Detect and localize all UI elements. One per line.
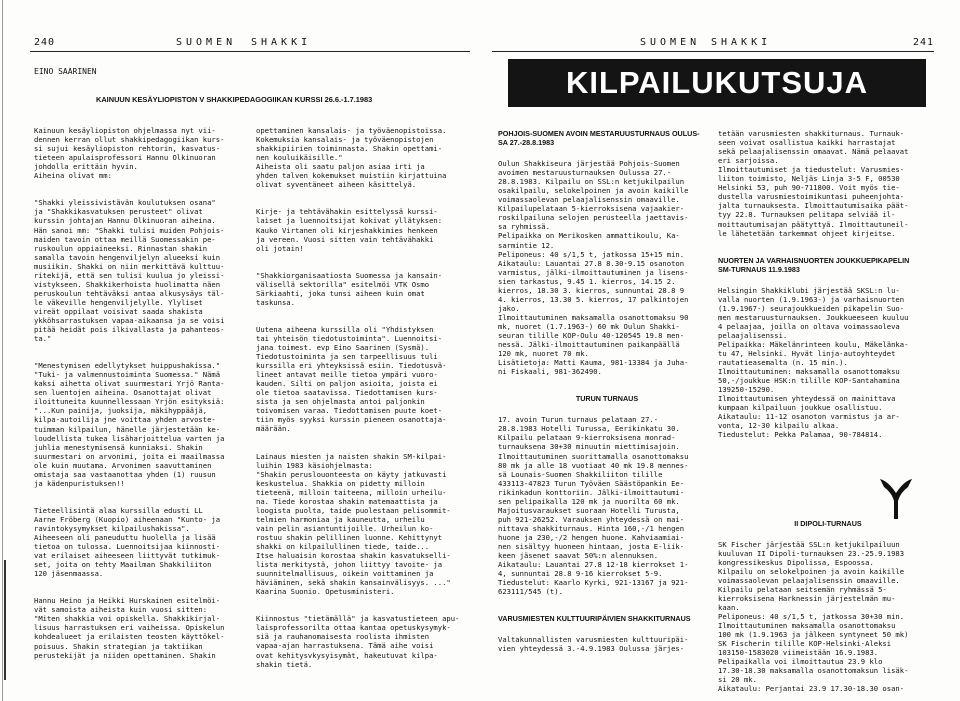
article-column-1 — [34, 117, 256, 701]
paragraph: Oulun Shakkiseura järjestää Pohjois-Suomen avoimen mestaruusturnauksen Oulussa 27.- 28.8.1983. Kilpailu on SSL:n ketjukilpailun osakilpailu, selokelpoinen ja avoin kaikille voimassaolevan pelaajalisenssin omaaville. Kilpailupelataan 5-kierroksisena vajaakier- roskilpailuna selojen perusteella jaettavis- sa ryhmissä. Pelipaikka on Merikosken ammattikoulu, Ka- sarmintie 12. Peliponeus: 40 s/1,5 t, jatkossa 15+15 min. Aikataulu: Lauantai 27.8 8.30-9.15 osanoton varmistus, jälki-ilmoittautuminen ja lisens- sien tarkastus, 9.45 1. kierros, 14.15 2. kierros, 18.30 3. kierros, sunnuntai 28.8 9 4. kierros, 13.30 5. kierros, 17 palkintojen jako. Ilmoittautuminen maksamalla osanottomaksu 90 mk, nuoret (1.7.1963-) 60 mk Oulun Shakki- seuran tilille KOP-Oulu 40-120545 19.8 men- nessä. Jälki-ilmoittautuminen paikanpäällä 120 mk, nuoret 70 mk. Lisätietoja: Matti Kauma, 981-13384 ja Juha- ni Fiskaali, 981-362490. — [498, 159, 689, 377]
paragraph: Lainaus miesten ja naisten shakin SM-kilpai- luihin 1983 käsiohjelmasta: "Shakin peruslouonteesta on käyty jatkuvasti keskustelua. Shakkia on pidetty milloin tieteenä, milloin taiteena, milloin urheilu- na. Tiede korostaa shakin matemaattista ja loogista puolta, taide puolestaan pelisommit- telmien harmoniaa ja kauneutta, urheilu vain pelin asiantuntijoille. Urheilun ko- rostuu shakin pelillinen luonne. Kehittynyt shakki on kilpailullinen tiede, taide... Itse haluaisin korostaa shakin kasvatukselli- lista merkitystä, johon liittyy tavoite- ja suunnitelmallisuus, oikein voittaminen ja häviäminen, sekä shakin kansainvälisyys. ..." Kaarina Suonio. Opetusministeri. — [256, 451, 451, 597]
chess-federation-emblem-icon — [876, 475, 916, 523]
paragraph: "Shakki yleissivistävän koulutuksen osana" ja "Shakkikasvatuksen perusteet" olivat kurssin johtajan Hannu Olkinuoran aiheina. Hän sanoi mm: "Shakki tulisi muiden Pohjois- maiden tavoin ottaa meillä Suomessakin pe- ruskoulun oppiaineeksi. Rinnastan shakin samalla tavoin hengenviljelyn alueeksi kuin musiikin. Shakki on niin merkittävä kulttuu- ritekijä, että sen tulisi kuulua jo yleissi- vistykseen. Shakkikerhoista huolimatta näen peruskoulun tehtäväksi antaa alkusysäys täl- le väkeville hengenviljelylle. Ylyliset vireät oppilaat voisivat saada shakista ykköhsarrastuksen vapaa-aikaansa ja se voisi pitää heidät pois ilkivallasta ja pahanteos- ta." — [34, 198, 225, 344]
paragraph: "Shakkiorganisaatiosta Suomessa ja kansain- välisellä sektorilla" esitelmöi VTK Osmo Särkiaahti, joka tunsi aiheen kuin omat taskunsa. — [256, 270, 443, 307]
paragraph: Uutena aiheena kurssilla oli "Yhdistyksen tai yhteisön tiedotustoiminta". Luennoitsi- jana toimest. evp Eino Saarinen (Sysmä). Tiedotustoiminta ja sen tarpeellisuus tuli kurssilla eri yhteyksissä esiin. Tiedotusvä- lineet antavat meille tietoa ympäri vuoro- kauden. Silti on paljon asioita, joista ei ole tietoa saatavissa. Tiedottamisen kurs- sista ja sen ohjelmasta antoi paljonkin toivomisen varaa. Tiedottamisen puute koet- tiin myös syyksi kurssin pieneen osanottaja- määrään. — [256, 324, 447, 434]
section-heading: POHJOIS-SUOMEN AVOIN MESTARUUSTURNAUS OULUS- SA 27.-28.8.1983 — [498, 129, 700, 148]
section-heading: II DIPOLI-TURNAUS — [794, 518, 862, 528]
section-heading: NUORTEN JA VARHAISNUORTEN JOUKKUEPIKAPELIN SM-TURNAUS 11.9.1983 — [718, 255, 910, 274]
paragraph: "Menestymisen edellytykset huippushakissa." "Tuki- ja valmennustoiminta Suomessa." Nämä kaksi aihetta olivat suurmestari Yrjö Ranta- sen luentojen aiheina. Osanottajat olivat iloittuneita kuunnellessaan Yrjön esityksiä: "...Kun painija, juoksija, mäkihyppääjä, kilpa-autoilija jne voittaa yhden arvoste- tuimman kilpailun, hänelle järjestetään ke- loudellista tukea lisäharjoittelua varten ja juhlia menestymisensä kunniaksi. Shakin suurmestari on arvonimi, joita ei maailmassa ole kuin muutama. Arvonimen saavuttaminen omistaja saa vastaanottaa yhden (1) ruusun ja kädenpuristuksen!! — [34, 361, 225, 488]
paragraph: opettaminen kansalais- ja työväenopistoissa. Kokemuksia kansalais- ja työväenopistojen shakkipiirien toiminnasta. Shakin opettami- nen kouluikäisille." Aiheista oli saatu paljon asiaa irti ja yhden talven kokemukset muistiin kirjattuina olivat syventäneet aiheen käsittelyä. — [256, 126, 447, 190]
right-running-head-shakki: SHAKKI — [711, 37, 772, 48]
right-page-number: 241 — [913, 37, 935, 48]
kilpailukutsuja-banner: KILPAILUKUTSUJA — [508, 59, 926, 107]
invitations-column-2 — [718, 120, 938, 701]
scan-edge-mark — [2, 0, 3, 701]
header-rule-right — [492, 51, 934, 52]
header-rule-left — [30, 51, 470, 52]
paragraph: Helsingin Shakkiklubi järjestää SKSL:n lu- valla nuorten (1.9.1963-) ja varhaisnuorten (1.9.1967-) seurajoukkueiden pikapelin Suo- men mestaruusturnauksen. Joukkueeseen kuuluu 4 pelaajaa, joilla on oltava voimassaoleva pelaajalisenssi. Pelipaikka: Mäkelänrinteen koulu, Mäkelänka- tu 47, Helsinki. Hyvät linja-autoyhteydet rautatieasemalta (n. 15 min.). Ilmoittautuminen: maksamalla osanottomaksu 50,-/joukkue HSK:n tilille KOP-Santahamina 139250-15290. Ilmoittautumisen yhteydessä on mainittava kumpaan kilpailuun joukkue osallistuu. Aikataulu: 11-12 osanoton varmistus ja ar- vonta, 12-30 kilpailu alkaa. Tiedustelut: Pekka Palamaa, 90-784814. — [718, 285, 909, 440]
left-running-head-shakki: SHAKKI — [251, 37, 312, 48]
article-column-2 — [256, 117, 474, 701]
article-author: EINO SAARINEN — [34, 67, 97, 76]
paragraph: Kirje- ja tehtävähakin esittelyssä kurssi- laiset ja luennoitsijat kokivat yllätyksen: Kauko Virtanen oli kirjeshakkimies henkeen ja vereen. Vuosi sitten vain tehtävähakki oli jotain! — [256, 207, 443, 253]
paragraph: tetään varusmiesten shakkiturnaus. Turnauk- seen voivat osallistua kaikki harrastajat sekä pelaajalisenssin omaavat. Nämä pelaavat eri sarjoissa. Ilmoittautumiset ja tiedustelut: Varusmies- liiton toimisto, Neljäs Linja 3-5 F, 00530 Helsinki 53, puh 90-711800. Voit myös tie- dustella varusmiestoimikuntasi puheenjohta- jalta turnauksesta. Ilmoittautumisaika päät- tyy 22.8. Turnauksen pelitapa selviää il- moittautumisajan päätyttyä. Ilmoittautuneil- le lähetetään tarkemmat ohjeet kirjeitse. — [718, 129, 909, 238]
paragraph: 17. avoin Turun turnaus pelataan 27.- 28.8.1983 Hotelli Turussa, Eerikinkatu 30. Kilpailu pelataan 9-kierroksisena monrad- turnauksena 30+30 minuutin miettimisajoin. Ilmoittautuminen suorittamalla osanottomaksu 80 mk ja alle 18 vuotiaat 40 mk 19.8 mennes- sä Lounais-Suomen Shakkiliiton tilille 433113-47823 Turun Työväen Säästöpankin Ee- rikinkadun konttoriin. Jälki-ilmoittautumi- sen pelipaikalla 120 mk ja nuorilta 60 mk. Majoitusvaraukset suoraan Hotelli Turusta, puh 921-26252. Varauksen yhteydessä on mai- nittava shakkiturnaus. Hinta 160,-/1 hengen huone ja 230,-/2 hengen huone. Kahviaamiai- nen sisältyy huoneen hintaan, josta E-liik- keen jäsenet saavat 50%:n alennuksen. Aikataulu: Lauantai 27.8 12-18 kierrokset 1- 4, sunnuntai 28.8 9-16 kierrokset 5-9. Tiedustelut: Kaarlo Kyrki, 921-13167 ja 921- 623111/545 (t). — [498, 415, 689, 597]
paragraph: Hannu Heino ja Heikki Hurskainen esitelmöi- vät samoista aiheista kuin vuosi sitten: "Miten shakkia voi opiskella. Shakkikirjal- lisuus harrastuksen eri vaiheissa. Opiskelun kohdealueet ja erilaisten teosten käyttökel- poisuus. Shakin strategian ja taktiikan perustekijät ja niiden opettaminen. Shakin — [34, 596, 225, 660]
paragraph: Kainuun kesäyliopiston ohjelmassa nyt vii- dennen kerran ollut shakkipedagogiikan kurs- si sujui kesäyliopiston rehtorin, kasvatus- tieteen apulaisprofessori Hannu Olkinuoran johdolla erittäin hyvin. Aiheina olivat mm: — [34, 126, 225, 181]
article-title: KAINUUN KESÄYLIOPISTON V SHAKKIPEDAGOGIIKAN KURSSI 26.6.-1.7.1983 — [96, 95, 373, 104]
section-heading: TURUN TURNAUS — [575, 394, 639, 404]
section-heading: VARUSMIESTEN KULTTUURIPÄIVIEN SHAKKITURNAUS — [498, 614, 691, 624]
left-running-head-suomen: SUOMEN — [176, 37, 237, 48]
paragraph: Kiinnostus "tietämällä" ja kasvatustieteen apu- laisprofessorilta ottaa kantaa opetuskysymyk- siä ja rauhanomaisesta roolista ihmisten vapaa-ajan harrastuksena. Tämä aihe voisi ovat kehitysvkysyisymät, hakeutuvat kilpa- shakin tietä. — [256, 614, 460, 669]
scan-edge-mark — [4, 560, 6, 680]
paragraph: SK Fischer järjestää SSL:n ketjukilpailuun kuuluvan II Dipoli-turnauksen 23.-25.9.1983 kongressikeskus Dipolissa, Espoossa. Kilpailu on selokelpoinen ja avoin kaikille voimassaolevan pelaajalisenssin omaaville. Kilpailu pelataan seitsemän ryhmässä 5- kierroksisena Harknessin järjestelmän mu- kaan. Peliponeus: 40 s/1,5 t, jatkossa 30+30 min. Ilmoittautuminen maksamalla osanottomaksu 100 mk (1.9.1963 ja jälkeen syntyneet 50 mk) SK Fischerin tilille KOP-Helsinki-Aleksi 103150-1583020 viimeistään 16.9.1983. Pelipaikalla voi ilmoittautua 23.9 klo 17.30-18.30 maksamalla osanottomaksun lisäk- si 20 mk. Aikataulu: Perjantai 23.9 17.30-18.30 osan- — [718, 539, 909, 694]
right-running-head-suomen: SUOMEN — [640, 37, 701, 48]
left-page-number: 240 — [34, 37, 56, 48]
paragraph: Valtakunnallisten varusmiesten kulttuuripäi- vien yhteydessä 3.-4.9.1983 Oulussa järjes- — [498, 635, 689, 654]
paragraph: Tieteellisintä alaa kurssilla edusti LL Aarne Fröberg (Kuopio) aiheenaan "Kunto- ja ravintokysymykset kilpailushakissa". Aiheeseen oli paneuduttu huolella ja lisää tietoa on tulossa. Luennoitsijaa kiinnosti- vat erilaiset aiheeseen liittyvät tutkimuk- set, joita on tehty Maailman Shakkiliiton 120 jäsenmaassa. — [34, 505, 221, 579]
invitations-column-1 — [498, 120, 716, 701]
